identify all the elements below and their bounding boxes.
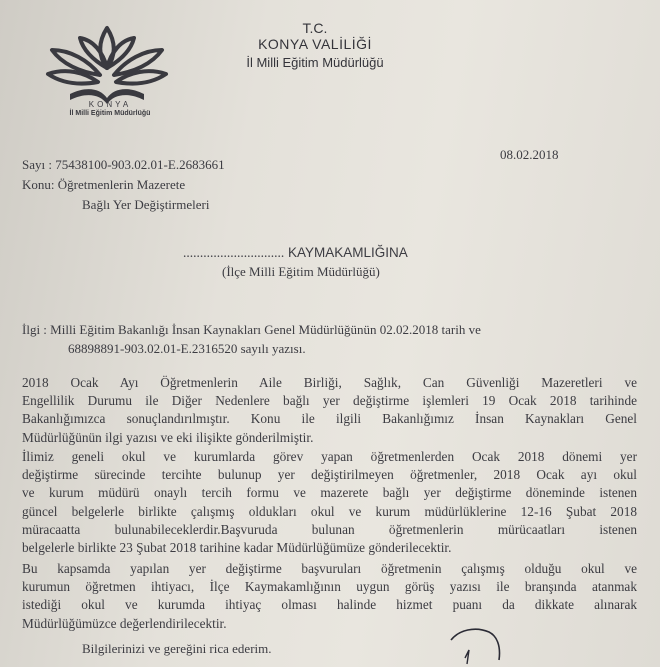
document-date: 08.02.2018 <box>500 147 559 162</box>
signature-mark-icon <box>445 622 505 667</box>
addressee <box>183 245 408 261</box>
header-directorate: İl Milli Eğitim Müdürlüğü <box>246 55 384 70</box>
paragraph-line: Engellilik Durumu ile Diğer Nedenlere bağlı yer değiştirme işlemleri 19 Ocak 2018 tarihinde <box>22 393 637 409</box>
paragraph-line: kurumun öğretmen ihtiyacı, İlçe Kaymakamlığının uygun görüş yazısı ile branşında atanmak <box>22 579 637 595</box>
logo-text-konya: KONYA <box>88 100 132 109</box>
closing-line: Bilgilerinizi ve gereğini rica ederim. <box>82 641 272 656</box>
paragraph-line: İlimiz geneli okul ve kurumlarda görev yapan öğretmenlerden Ocak 2018 dönemi yer <box>22 449 637 464</box>
paragraph-line: değiştirme sürecinde tercihte bulunup yer değiştirilmeyen öğretmenler, 2018 Ocak ayı okul <box>22 467 637 483</box>
paragraph-line: güncel belgelerle birlikte çalışmış oldukları okul ve kurum müdürlüklerine 12-16 Şubat 2018 <box>22 503 637 519</box>
paragraph-line: belgelerle birlikte 23 Şubat 2018 tarihine kadar Müdürlüğümüze gönderilecektir. <box>22 540 452 556</box>
paragraph-line: müracaatta bulunabileceklerdir.Başvuruda bulunan öğretmenlerin mürücaatları istenen <box>22 521 637 537</box>
addressee-sub: (İlçe Milli Eğitim Müdürlüğü) <box>222 264 380 279</box>
paragraph-1 <box>22 374 637 447</box>
paragraph-line: istediği okul ve kurumda ihtiyaç olması halinde hizmet puanı da dikkate alınarak <box>22 597 637 613</box>
paragraph-line: Bu kapsamda yapılan yer değiştirme başvuruları öğretmenin çalışmış olduğu okul ve <box>22 561 637 576</box>
addressee-name: KAYMAKAMLIĞINA <box>284 245 408 260</box>
header-tc: T.C. <box>302 20 328 36</box>
subject-line-1: Konu: Öğretmenlerin Mazerete <box>22 177 186 192</box>
paragraph-line: 2018 Ocak Ayı Öğretmenlerin Aile Birliği, Sağlık, Can Güvenliği Mazeretleri ve <box>22 375 637 390</box>
paragraph-line: Bakanlığımızca sonuçlandırılmıştır. Konu ile ilgili Bakanlığımız İnsan Kaynakları Genel <box>22 411 637 427</box>
reference-line-2: 68898891-903.02.01-E.2316520 sayılı yazısı. <box>68 341 306 356</box>
paragraph-3 <box>22 560 637 633</box>
document-number: Sayı : 75438100-903.02.01-E.2683661 <box>22 157 225 172</box>
paragraph-2 <box>22 448 637 557</box>
paragraph-line: Müdürlüğünün ilgi yazısı ve eki ilişikte gönderilmiştir. <box>22 429 314 445</box>
addressee-dots: .............................. <box>183 245 285 260</box>
header-governorship: KONYA VALİLİĞİ <box>258 36 372 52</box>
logo-text-directorate: İl Milli Eğitim Müdürlüğü <box>69 110 151 117</box>
reference-line-1: İlgi : Milli Eğitim Bakanlığı İnsan Kaynakları Genel Müdürlüğünün 02.02.2018 tarih ve <box>22 322 481 337</box>
subject-line-2: Bağlı Yer Değiştirmeleri <box>82 197 210 212</box>
paragraph-line: Müdürlüğümüzce değerlendirilecektir. <box>22 615 227 631</box>
paragraph-line: ve kurum müdürü onaylı tercih formu ve mazerete bağlı yer değiştirme döneminde istenen <box>22 485 637 501</box>
